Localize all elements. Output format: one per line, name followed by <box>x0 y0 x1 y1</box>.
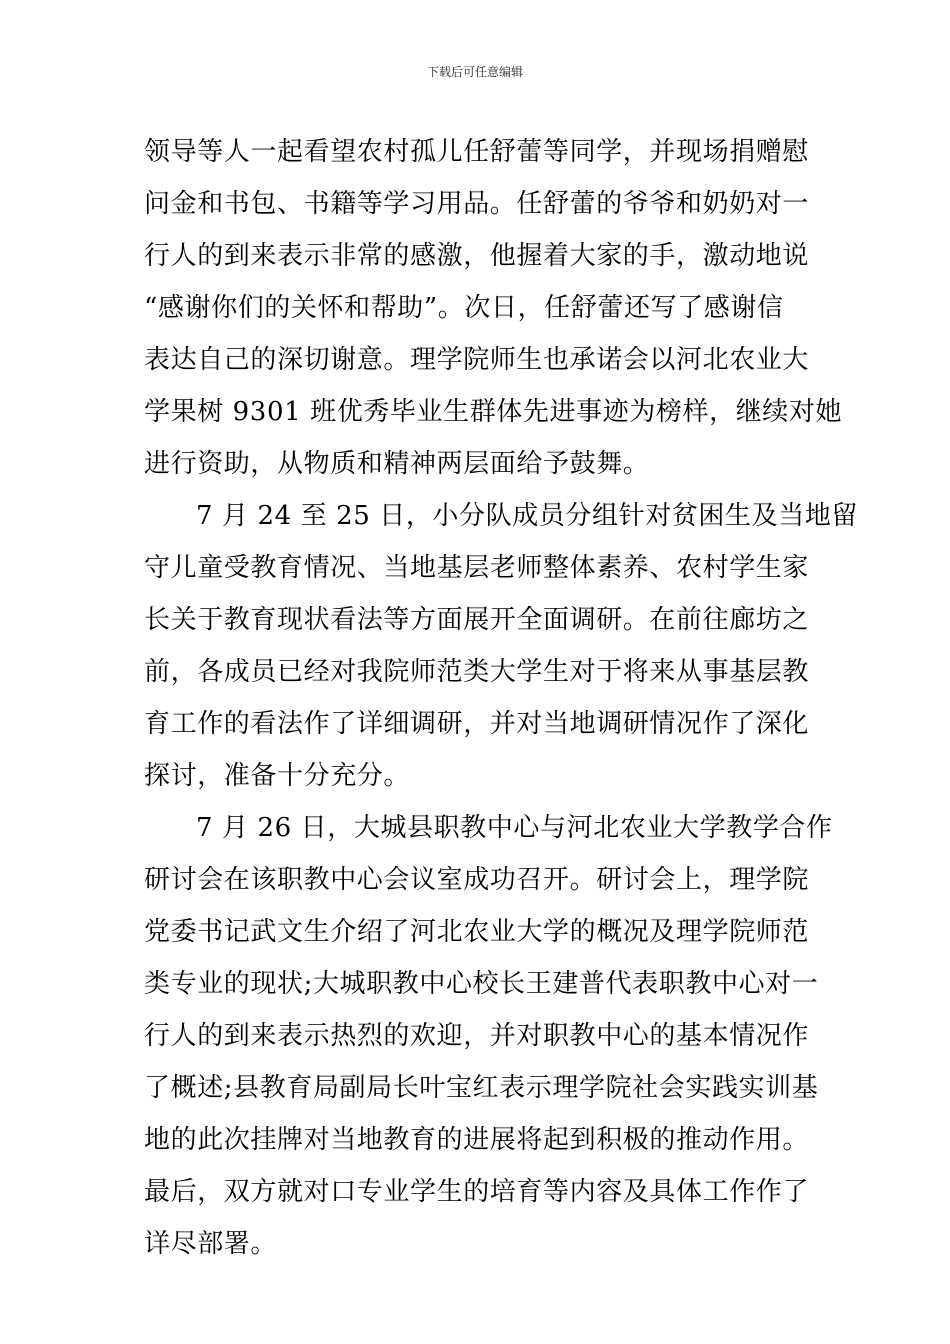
paragraph-line: 领导等人一起看望农村孤儿任舒蕾等同学，并现场捐赠慰 <box>144 137 810 167</box>
paragraph-line: 守儿童受教育情况、当地基层老师整体素养、农村学生家 <box>144 553 810 583</box>
paragraph-line: 学果树 9301 班优秀毕业生群体先进事迹为榜样，继续对她 <box>144 397 843 427</box>
paragraph-line: 前，各成员已经对我院师范类大学生对于将来从事基层教 <box>144 657 810 687</box>
paragraph-line: 类专业的现状;大城职教中心校长王建普代表职教中心对一 <box>144 969 819 999</box>
paragraph-line: 表达自己的深切谢意。理学院师生也承诺会以河北农业大 <box>144 345 810 375</box>
paragraph-line: 地的此次挂牌对当地教育的进展将起到积极的推动作用。 <box>144 1125 810 1155</box>
paragraph-line: 行人的到来表示热烈的欢迎，并对职教中心的基本情况作 <box>144 1021 810 1051</box>
paragraph-line: 了概述;县教育局副局长叶宝红表示理学院社会实践实训基 <box>144 1073 819 1103</box>
paragraph-line: 进行资助，从物质和精神两层面给予鼓舞。 <box>144 449 650 479</box>
paragraph-line: 问金和书包、书籍等学习用品。任舒蕾的爷爷和奶奶对一 <box>144 189 810 219</box>
page-header-note: 下载后可任意编辑 <box>426 65 523 79</box>
paragraph-line: 探讨，准备十分充分。 <box>144 761 411 791</box>
paragraph-line: 最后，双方就对口专业学生的培育等内容及具体工作作了 <box>144 1177 810 1207</box>
paragraph-line: “感谢你们的关怀和帮助”。次日，任舒蕾还写了感谢信 <box>144 293 784 323</box>
paragraph-line: 长关于教育现状看法等方面展开全面调研。在前往廊坊之 <box>144 605 810 635</box>
paragraph-line: 研讨会在该职教中心会议室成功召开。研讨会上，理学院 <box>144 865 810 895</box>
paragraph-line: 7 月 26 日，大城县职教中心与河北农业大学教学合作 <box>196 813 833 843</box>
paragraph-line: 育工作的看法作了详细调研，并对当地调研情况作了深化 <box>144 709 810 739</box>
paragraph-line: 党委书记武文生介绍了河北农业大学的概况及理学院师范 <box>144 917 810 947</box>
paragraph-line: 详尽部署。 <box>144 1229 278 1259</box>
paragraph-line: 行人的到来表示非常的感激，他握着大家的手，激动地说 <box>144 241 810 271</box>
paragraph-line: 7 月 24 至 25 日，小分队成员分组针对贫困生及当地留 <box>196 501 859 531</box>
document-body <box>144 126 859 1270</box>
